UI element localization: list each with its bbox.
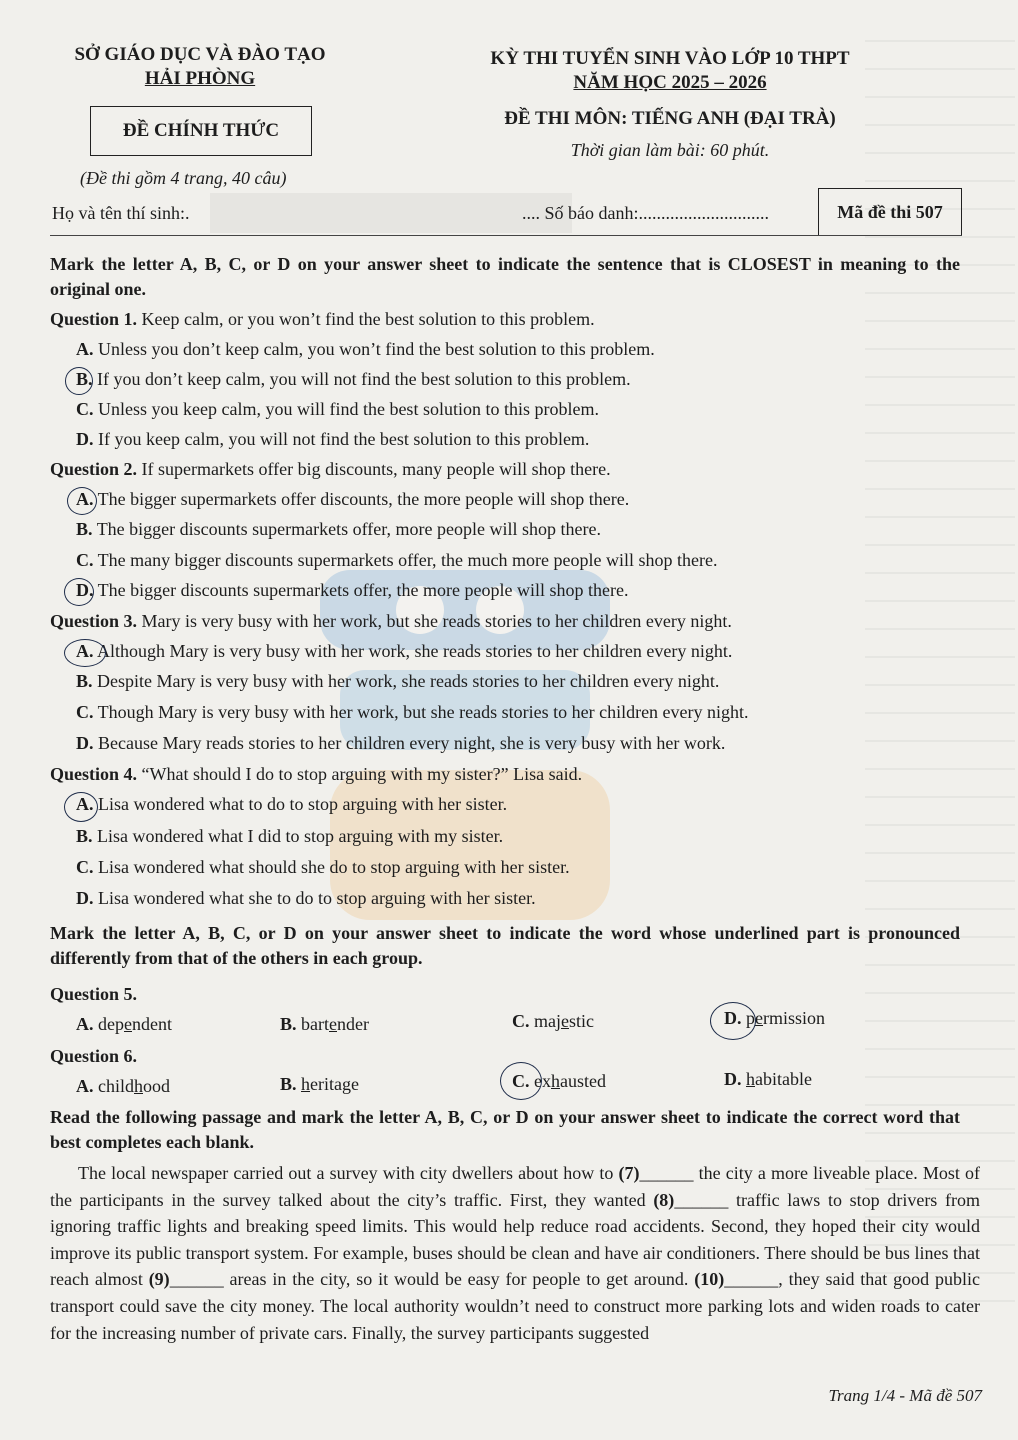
exam-time: Thời gian làm bài: 60 phút. — [570, 140, 770, 160]
q3-option-b: B. Despite Mary is very busy with her work, she reads stories to her children every night. — [76, 671, 720, 691]
candidate-name-label: Họ và tên thí sinh:. — [52, 203, 190, 223]
q4-option-d: D. Lisa wondered what she to do to stop arguing with her sister. — [76, 888, 536, 908]
q2-option-a: A. The bigger supermarkets offer discounts, the more people will shop there. — [76, 489, 630, 509]
exam-code-box: Mã đề thi 507 — [818, 188, 962, 236]
q5-option-a: A. dependent — [76, 1014, 172, 1034]
q6-option-a: A. childhood — [76, 1076, 170, 1096]
q3-option-a: A. Although Mary is very busy with her work, she reads stories to her children every night. — [76, 641, 733, 661]
q5-option-b: B. bartender — [280, 1014, 369, 1034]
city-name: HẢI PHÒNG — [144, 68, 256, 89]
q2-option-c: C. The many bigger discounts supermarkets offer, the much more people will shop there. — [76, 550, 718, 570]
official-exam-box: ĐỀ CHÍNH THỨC — [90, 106, 312, 156]
department-name: SỞ GIÁO DỤC VÀ ĐÀO TẠO — [74, 44, 326, 65]
q4-option-c: C. Lisa wondered what should she do to stop arguing with her sister. — [76, 857, 570, 877]
section3-instruction: Read the following passage and mark the letter A, B, C, or D on your answer sheet to indicate the correct word that best completes each blank. — [50, 1107, 960, 1152]
q6-answer-circle — [500, 1062, 542, 1100]
q5-answer-circle — [710, 1002, 756, 1040]
question-1: Question 1. Keep calm, or you won’t find the best solution to this problem. — [50, 309, 595, 329]
exam-title: KỲ THI TUYỂN SINH VÀO LỚP 10 THPT — [490, 48, 850, 69]
question-2: Question 2. If supermarkets offer big discounts, many people will shop there. — [50, 459, 611, 479]
exam-title-block — [460, 48, 880, 161]
q2-option-b: B. The bigger discounts supermarkets offer, more people will shop there. — [76, 519, 601, 539]
q3-answer-circle — [64, 639, 106, 667]
q2-answer-circle — [64, 578, 94, 606]
q6-option-d: D. habitable — [724, 1069, 812, 1089]
q5-option-d: D. permission — [724, 1008, 826, 1028]
exam-subject: ĐỀ THI MÔN: TIẾNG ANH (ĐẠI TRÀ) — [504, 108, 836, 129]
q2-mark-a — [67, 487, 97, 515]
question-4: Question 4. “What should I do to stop arguing with my sister?” Lisa said. — [50, 764, 583, 784]
section1-instruction: Mark the letter A, B, C, or D on your answer sheet to indicate the sentence that is CLOSEST in meaning to the original one. — [50, 254, 960, 299]
department-block — [50, 44, 350, 90]
q3-option-c: C. Though Mary is very busy with her work, but she reads stories to her children every night. — [76, 702, 749, 722]
q6-option-b: B. heritage — [280, 1074, 359, 1094]
q3-option-d: D. Because Mary reads stories to her children every night, she is very busy with her work. — [76, 733, 726, 753]
q2-option-d: D. The bigger discounts supermarkets offer, the more people will shop there. — [76, 580, 629, 600]
q1-option-b: B. If you don’t keep calm, you will not find the best solution to this problem. — [76, 369, 631, 389]
q4-option-a: A. Lisa wondered what to do to stop arguing with her sister. — [76, 794, 508, 814]
section2-instruction: Mark the letter A, B, C, or D on your answer sheet to indicate the word whose underlined part is pronounced differently from that of the others in each group. — [50, 923, 960, 968]
reading-passage: The local newspaper carried out a survey with city dwellers about how to (7)______ the city a more liveable place. Most of the participants in the survey talked about the city’s traffic. First, they wanted (8)______ traffic laws to stop drivers from ignoring traffic lights and breaking speed limits. This would help reduce road accidents. Second, they hoped their city would improve its public transport system. For example, buses should be clean and have air conditioners. There should be bus lines that reach almost (9)______ areas in the city, so it would be easy for people to get around. (10)______, they said that good public transport could save the city money. The local authority wouldn’t need to construct more parking lots and widen roads to cater for the increasing number of private cars. Finally, the survey participants suggested — [50, 1163, 981, 1343]
q1-option-a: A. Unless you don’t keep calm, you won’t find the best solution to this problem. — [76, 339, 655, 359]
pages-note: (Đề thi gồm 4 trang, 40 câu) — [80, 168, 287, 188]
q4-answer-circle — [64, 792, 98, 822]
question-6: Question 6. — [50, 1046, 138, 1066]
school-year: NĂM HỌC 2025 – 2026 — [573, 72, 767, 93]
question-3: Question 3. Mary is very busy with her work, but she reads stories to her children every night. — [50, 611, 732, 631]
q6-option-c: C. exhausted — [512, 1071, 606, 1091]
page-footer: Trang 1/4 - Mã đề 507 — [828, 1386, 982, 1405]
q4-option-b: B. Lisa wondered what I did to stop arguing with my sister. — [76, 826, 504, 846]
q1-option-d: D. If you keep calm, you will not find the best solution to this problem. — [76, 429, 590, 449]
candidate-number-label: .... Số báo danh:............................. — [522, 203, 769, 223]
q5-option-c: C. majestic — [512, 1011, 594, 1031]
q1-answer-circle — [65, 367, 93, 395]
header-divider — [50, 235, 962, 236]
redacted-area — [210, 193, 572, 233]
question-5: Question 5. — [50, 984, 138, 1004]
q1-option-c: C. Unless you keep calm, you will find the best solution to this problem. — [76, 399, 599, 419]
